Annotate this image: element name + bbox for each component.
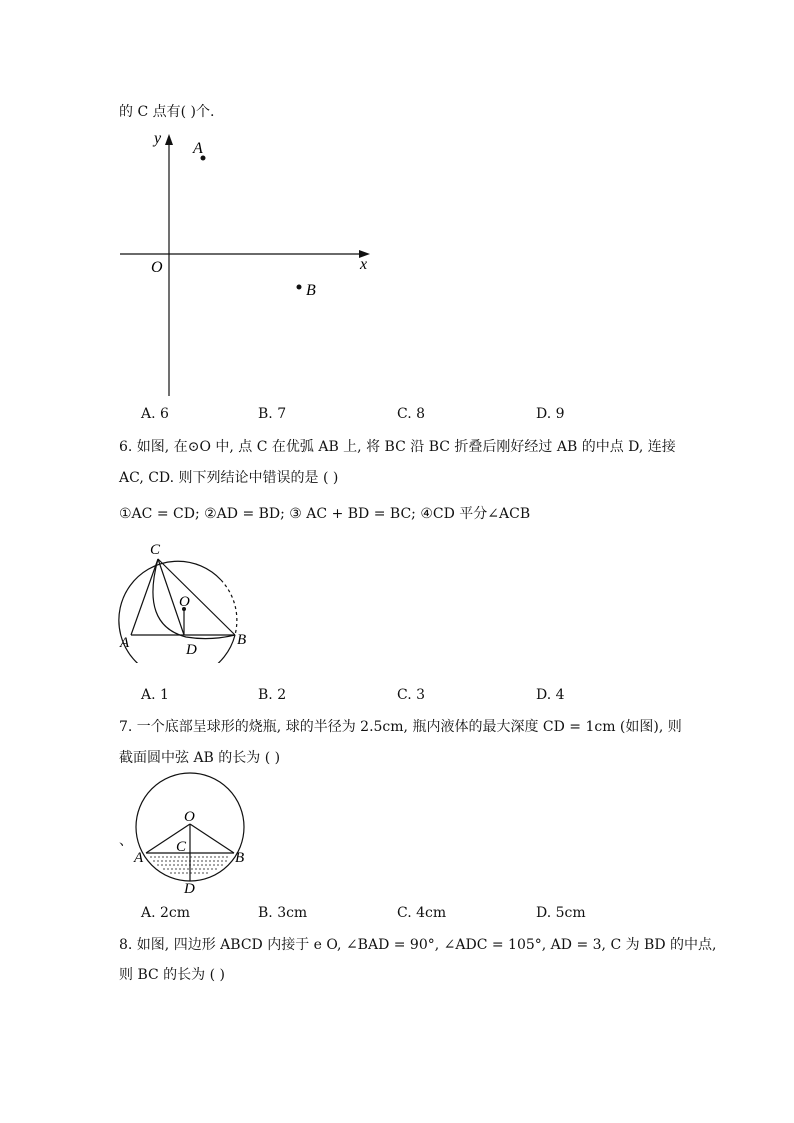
label-o: O (179, 594, 190, 610)
q7-stray-mark: 、 (119, 833, 133, 849)
label-o: O (184, 809, 195, 825)
q5-option-c: C. 8 (397, 406, 426, 422)
label-b: B (235, 850, 245, 866)
q7-stem-line2: 截面圆中弦 AB 的长为 ( ) (119, 750, 281, 766)
q6-circle-figure (115, 538, 255, 663)
q5-option-a: A. 6 (141, 406, 169, 422)
q6-statements: ①AC = CD; ②AD = BD; ③ AC + BD = BC; ④CD 平分∠ACB (119, 506, 531, 522)
folded-arc (153, 559, 235, 639)
radius-ob (190, 824, 234, 853)
q7-option-c: C. 4cm (397, 905, 447, 921)
q7-flask-figure (126, 770, 256, 900)
q6-stem-line1: 6. 如图, 在⊙O 中, 点 C 在优弧 AB 上, 将 BC 沿 BC 折叠后刚好经过 AB 的中点 D, 连接 (119, 439, 676, 455)
segment-ac (131, 559, 158, 635)
segment-cb (158, 559, 235, 635)
point-b-label: B (306, 282, 316, 299)
x-axis-label: x (360, 256, 368, 273)
q5-option-b: B. 7 (258, 406, 287, 422)
q8-stem-line2: 则 BC 的长为 ( ) (119, 967, 225, 983)
label-d: D (184, 881, 195, 897)
dashed-arc (221, 580, 237, 635)
label-a: A (134, 850, 144, 866)
q5-coordinate-figure (110, 125, 390, 405)
point-b-dot (297, 285, 302, 290)
q5-option-d: D. 9 (536, 406, 565, 422)
q5-question-tail: 的 C 点有( )个. (119, 104, 215, 120)
q6-option-b: B. 2 (258, 687, 287, 703)
origin-label: O (151, 259, 163, 276)
q6-option-d: D. 4 (536, 687, 565, 703)
label-c: C (150, 542, 161, 558)
q7-option-a: A. 2cm (141, 905, 191, 921)
q7-option-b: B. 3cm (258, 905, 308, 921)
y-axis-label: y (154, 130, 162, 147)
label-c: C (176, 839, 187, 855)
q6-stem-line2: AC, CD. 则下列结论中错误的是 ( ) (119, 470, 339, 486)
label-b: B (237, 632, 247, 648)
q7-option-d: D. 5cm (536, 905, 586, 921)
y-axis-arrow (165, 134, 173, 145)
q6-option-c: C. 3 (397, 687, 426, 703)
q8-stem-line1: 8. 如图, 四边形 ABCD 内接于 e O, ∠BAD = 90°, ∠ADC = 105°, AD = 3, C 为 BD 的中点, (119, 937, 717, 953)
q7-stem-line1: 7. 一个底部呈球形的烧瓶, 球的半径为 2.5cm, 瓶内液体的最大深度 CD = 1cm (如图), 则 (119, 719, 682, 735)
label-a: A (120, 635, 130, 651)
solid-arc (119, 561, 235, 663)
label-d: D (186, 642, 197, 658)
q6-option-a: A. 1 (141, 687, 169, 703)
point-a-label: A (193, 140, 203, 157)
